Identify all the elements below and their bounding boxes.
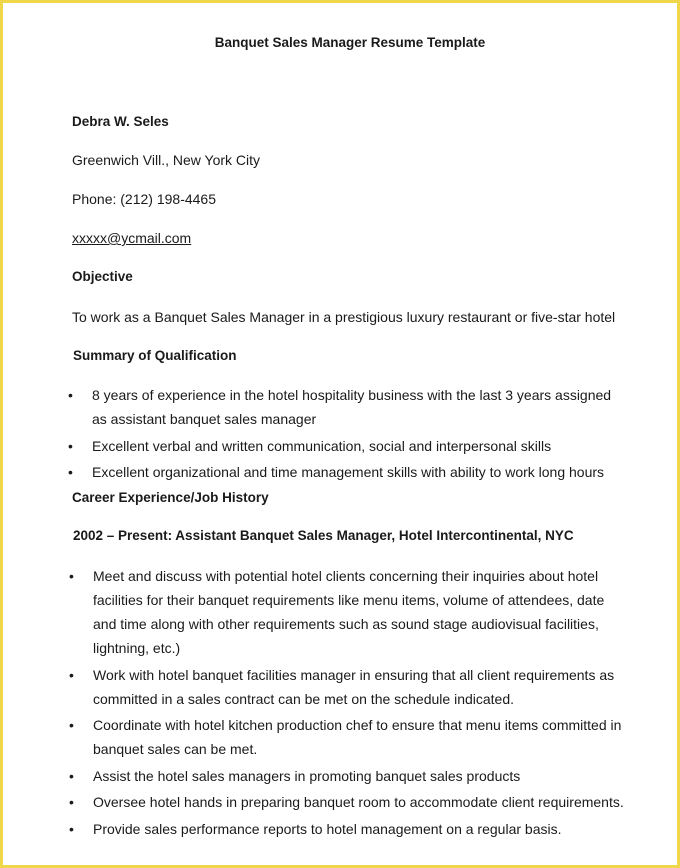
- list-item-line: facilities for their banquet requirements like menu items, volume of attendees, date: [93, 592, 605, 608]
- list-item-line: Meet and discuss with potential hotel clients concerning their inquiries about hotel: [93, 568, 599, 584]
- objective-text: To work as a Banquet Sales Manager in a prestigious luxury restaurant or five-star hotel: [72, 309, 616, 325]
- list-item-line: as assistant banquet sales manager: [92, 411, 317, 427]
- bullet-icon: •: [69, 821, 74, 837]
- list-item-line: lightning, etc.): [93, 640, 181, 656]
- list-item-line: Assist the hotel sales managers in promoting banquet sales products: [93, 768, 521, 784]
- document-title: Banquet Sales Manager Resume Template: [214, 35, 486, 50]
- list-item-line: 8 years of experience in the hotel hospitality business with the last 3 years assigned: [92, 387, 612, 403]
- career-heading: Career Experience/Job History: [72, 490, 269, 505]
- bullet-icon: •: [68, 438, 73, 454]
- phone: Phone: (212) 198-4465: [72, 191, 216, 207]
- bullet-icon: •: [69, 768, 74, 784]
- list-item-line: Oversee hotel hands in preparing banquet room to accommodate client requirements.: [93, 794, 624, 810]
- candidate-name: Debra W. Seles: [72, 114, 169, 129]
- bullet-icon: •: [69, 717, 74, 733]
- email-link[interactable]: xxxxx@ycmail.com: [72, 230, 192, 246]
- bullet-icon: •: [68, 387, 73, 403]
- job-title: 2002 – Present: Assistant Banquet Sales Manager, Hotel Intercontinental, NYC: [73, 528, 574, 543]
- list-item-line: Excellent verbal and written communication, social and interpersonal skills: [92, 438, 552, 454]
- bullet-icon: •: [69, 667, 74, 683]
- list-item-line: Coordinate with hotel kitchen production chef to ensure that menu items committed in: [93, 717, 622, 733]
- list-item-line: Excellent organizational and time management skills with ability to work long hours: [92, 464, 605, 480]
- list-item-line: Work with hotel banquet facilities manager in ensuring that all client requirements as: [93, 667, 615, 683]
- bullet-icon: •: [68, 464, 73, 480]
- bullet-icon: •: [69, 794, 74, 810]
- list-item-line: Provide sales performance reports to hotel management on a regular basis.: [93, 821, 562, 837]
- list-item-line: and time along with other requirements such as sound stage audiovisual facilities,: [93, 616, 599, 632]
- bullet-icon: •: [69, 568, 74, 584]
- objective-heading: Objective: [72, 269, 133, 284]
- list-item-line: committed in a sales contract can be met on the schedule indicated.: [93, 691, 515, 707]
- address: Greenwich Vill., New York City: [72, 152, 261, 168]
- qualifications-heading: Summary of Qualification: [73, 348, 237, 363]
- list-item-line: banquet sales can be met.: [93, 741, 258, 757]
